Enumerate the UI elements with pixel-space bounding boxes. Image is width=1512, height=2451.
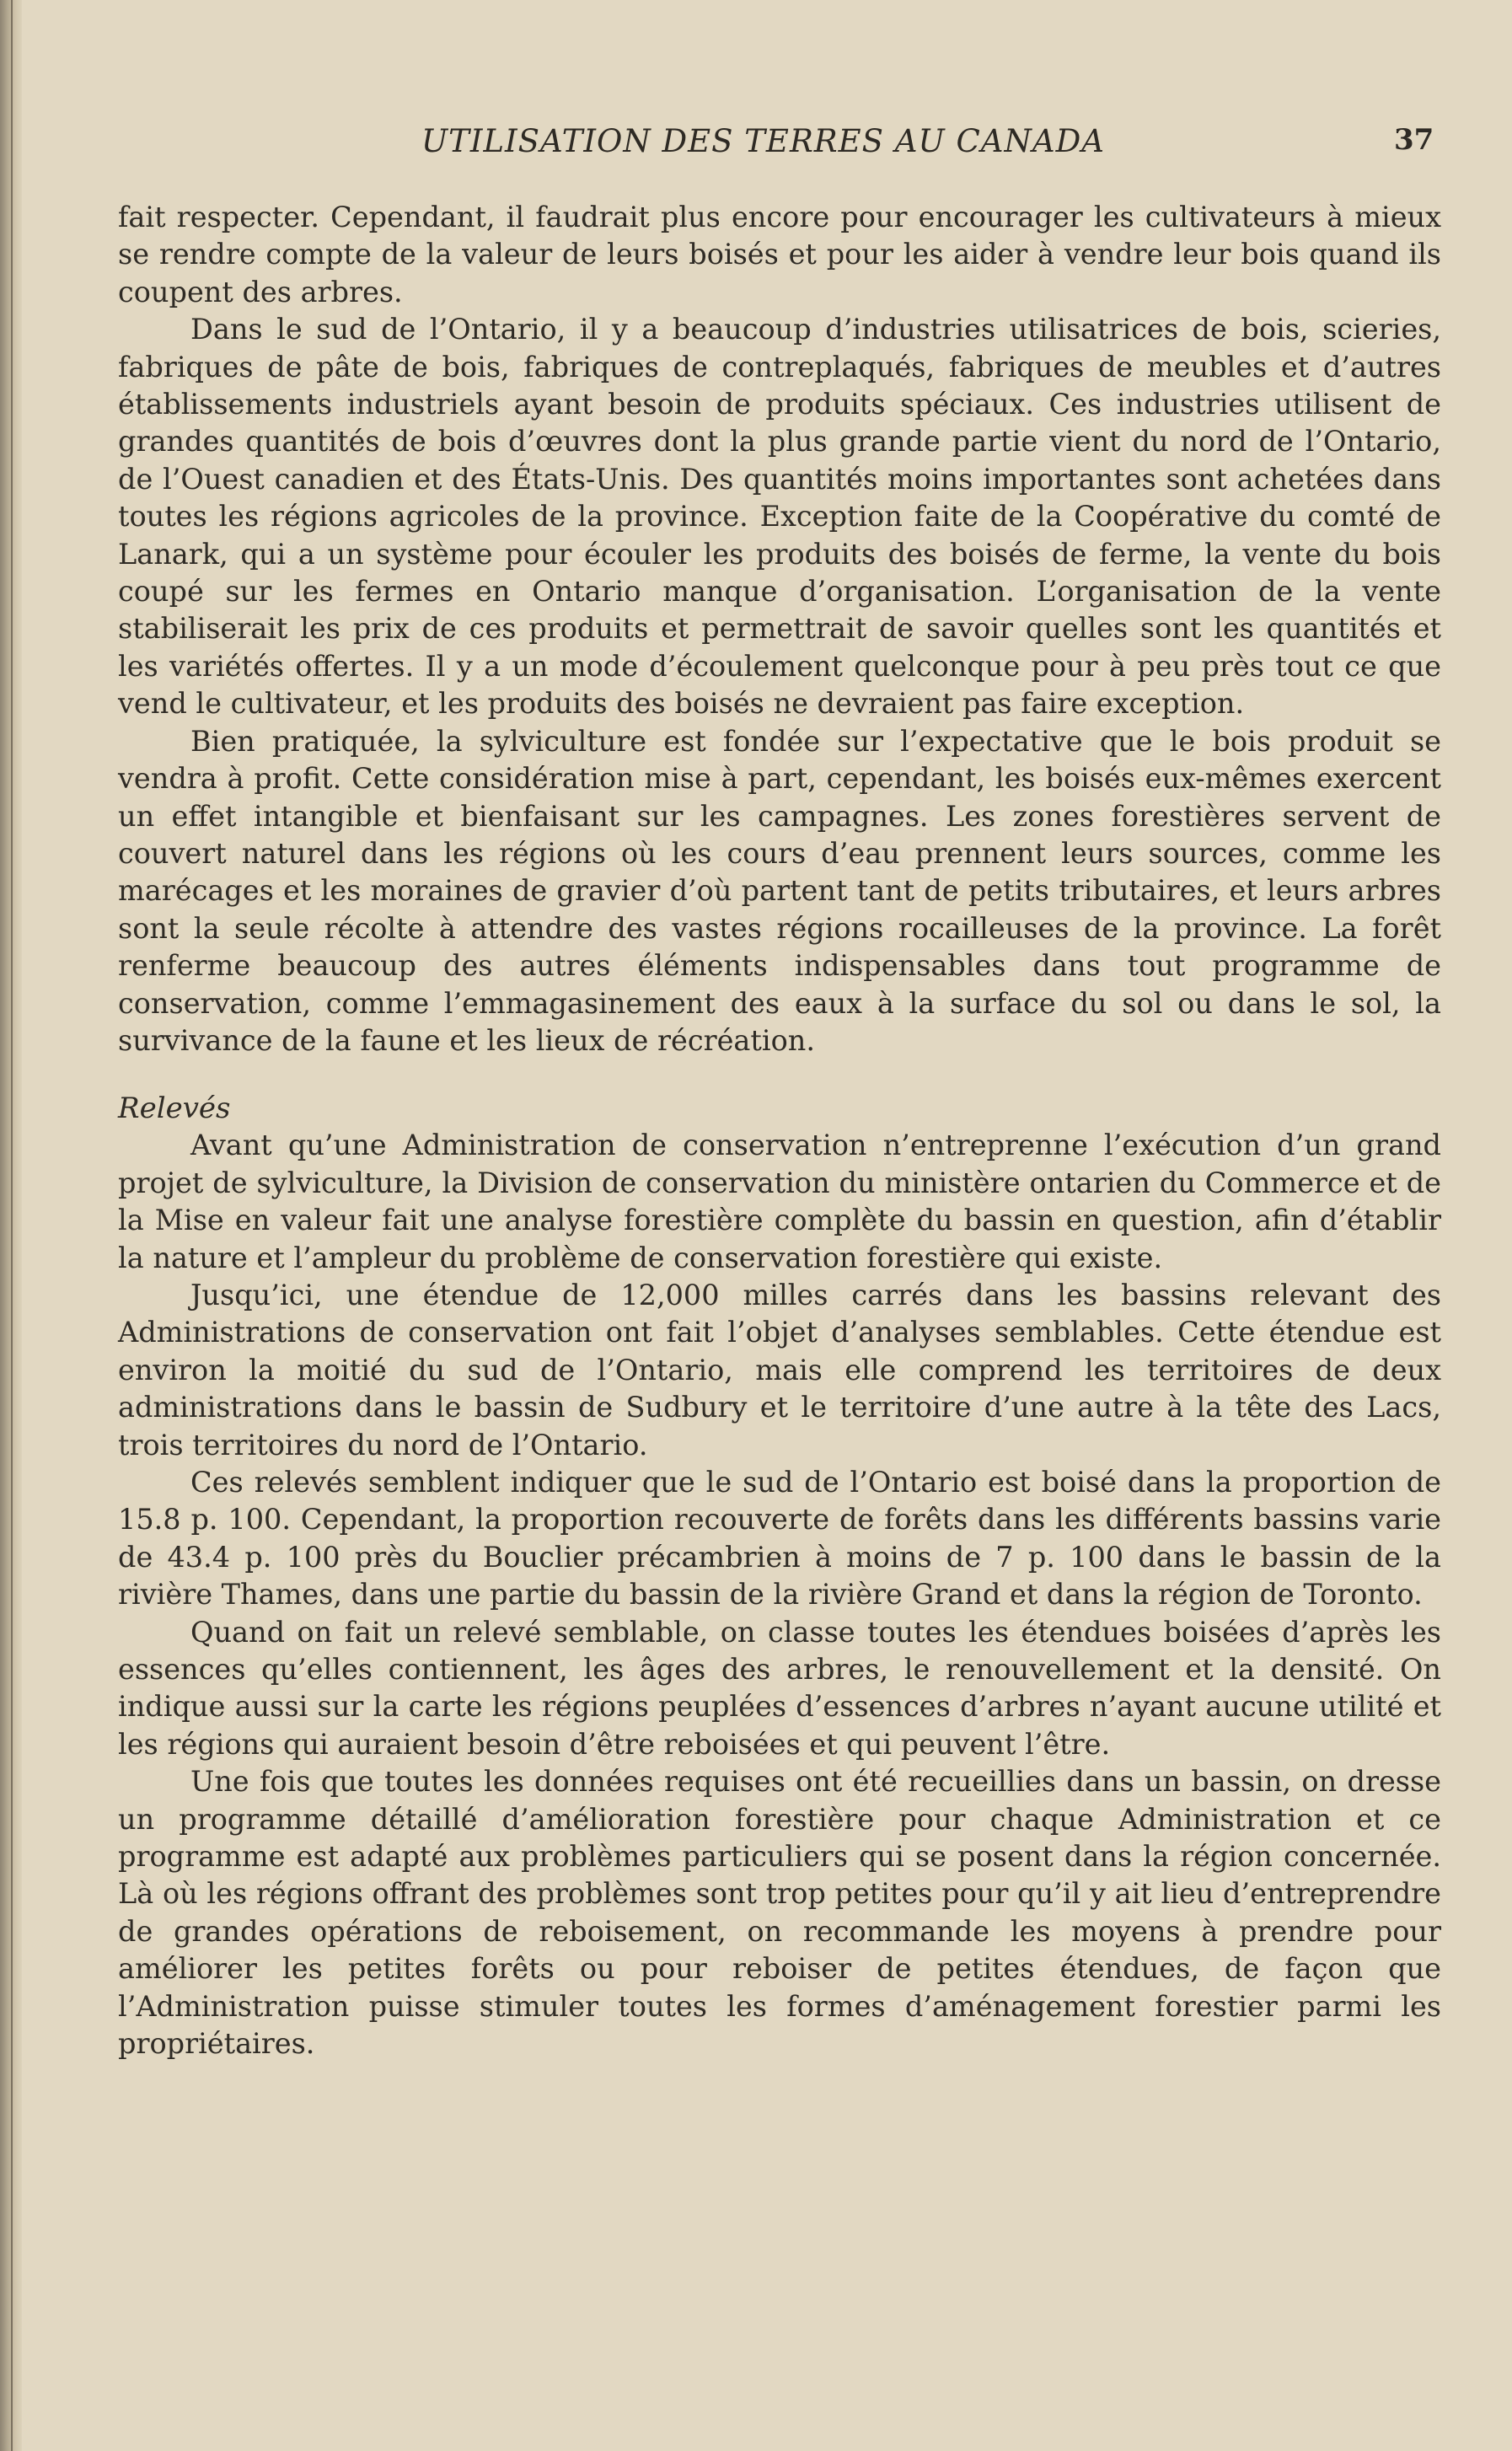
paragraph-industries: Dans le sud de l’Ontario, il y a beaucoup d’industries utilisatrices de bois, scieries, fabriques de pâte de bois, fabriques de contreplaqués, fabriques de meubles et d’autres établissements industriels ayant besoin de produits spéciaux. Ces industries utilisent de grandes quantités de bois d’œuvres dont la plus grande partie vient du nord de l’Ontario, de l’Ouest canadien et des États-Unis. Des quantités moins importantes sont achetées dans toutes les régions agricoles de la province. Exception faite de la Coopérative du comté de Lanark, qui a un système pour écouler les produits des boisés de ferme, la vente du bois coupé sur les fermes en Ontario manque d’organisation. L’organisation de la vente stabiliserait les prix de ces produits et permettrait de savoir quelles sont les quantités et les variétés offertes. Il y a un mode d’écoulement quelconque pour à peu près tout ce que vend le cultivateur, et les produits des boisés ne devraient pas faire exception. (118, 313, 1441, 721)
page-number: 37 (1394, 123, 1434, 157)
section-heading-releves: Relevés (118, 1091, 231, 1126)
running-title: UTILISATION DES TERRES AU CANADA (421, 123, 1105, 159)
paragraph-etendue: Jusqu’ici, une étendue de 12,000 milles carrés dans les bassins relevant des Administrations de conservation ont fait l’objet d’analyses semblables. Cette étendue est environ la moitié du sud de l’Ontario, mais elle comprend les territoires de deux administrations dans le bassin de Sudbury et le territoire d’une autre à la tête des Lacs, trois territoires du nord de l’Ontario. (118, 1278, 1441, 1461)
paragraph-programme: Une fois que toutes les données requises ont été recueillies dans un bassin, on dresse un programme détaillé d’amélioration forestière pour chaque Administration et ce programme est adapté aux problèmes particuliers qui se posent dans la région concernée. Là où les régions offrant des problèmes sont trop petites pour qu’il y ait lieu d’entreprendre de grandes opérations de reboisement, on recommande les moyens à prendre pour améliorer les petites forêts ou pour reboiser de petites étendues, de façon que l’Administration puisse stimuler toutes les formes d’aménagement forestier parmi les propriétaires. (118, 1765, 1441, 2061)
running-head (0, 123, 1512, 165)
paragraph-classement: Quand on fait un relevé semblable, on classe toutes les étendues boisées d’après les essences qu’elles contiennent, les âges des arbres, le renouvellement et la densité. On indique aussi sur la carte les régions peuplées d’essences d’arbres n’ayant aucune utilité et les régions qui auraient besoin d’être reboisées et qui peuvent l’être. (118, 1615, 1441, 1761)
page-body (118, 199, 1441, 2063)
binding-fold-line (11, 0, 13, 2451)
paragraph-sylviculture: Bien pratiquée, la sylviculture est fondée sur l’expectative que le bois produit se vendra à profit. Cette considération mise à part, cependant, les boisés eux-mêmes exercent un effet intangible et bienfaisant sur les campagnes. Les zones forestières servent de couvert naturel dans les régions où les cours d’eau prennent leurs sources, comme les marécages et les moraines de gravier d’où partent tant de petits tributaires, et leurs arbres sont la seule récolte à attendre des vastes régions rocailleuses de la province. La forêt renferme beaucoup des autres éléments indispensables dans tout programme de conservation, comme l’emmagasinement des eaux à la surface du sol ou dans le sol, la survivance de la faune et les lieux de récréation. (118, 724, 1441, 1057)
paragraph-continued: fait respecter. Cependant, il faudrait plus encore pour encourager les cultivateurs à mieux se rendre compte de la valeur de leurs boisés et pour les aider à vendre leur bois quand ils coupent des arbres. (118, 201, 1441, 308)
paragraph-analyse: Avant qu’une Administration de conservation n’entreprenne l’exécution d’un grand projet de sylviculture, la Division de conservation du ministère ontarien du Commerce et de la Mise en valeur fait une analyse forestière complète du bassin en question, afin d’établir la nature et l’ampleur du problème de conservation forestière qui existe. (118, 1129, 1441, 1274)
paragraph-proportion: Ces relevés semblent indiquer que le sud de l’Ontario est boisé dans la proportion de 15.8 p. 100. Cependant, la proportion recouverte de forêts dans les différents bassins varie de 43.4 p. 100 près du Bouclier précambrien à moins de 7 p. 100 dans le bassin de la rivière Thames, dans une partie du bassin de la rivière Grand et dans la région de Toronto. (118, 1466, 1441, 1612)
